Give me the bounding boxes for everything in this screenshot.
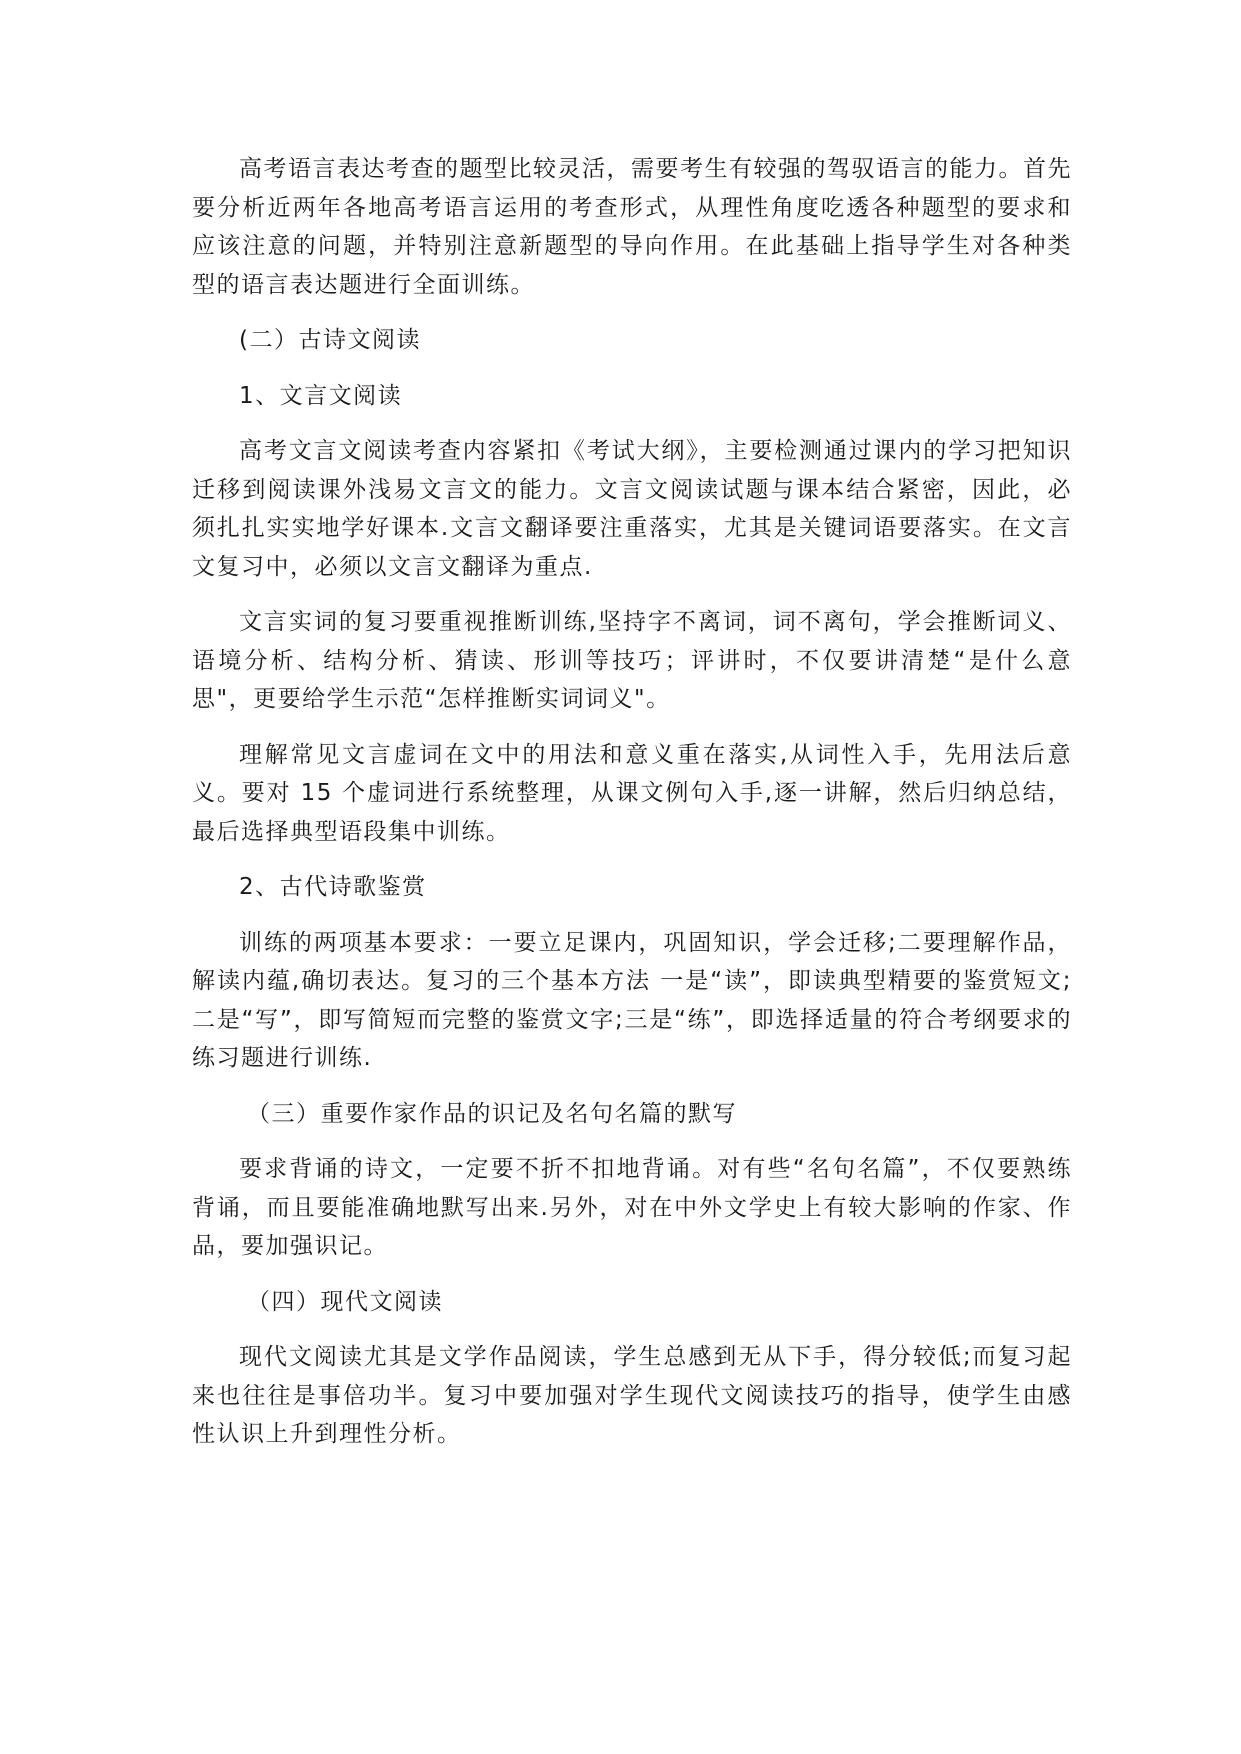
paragraph-classical-chinese-reading: 高考文言文阅读考查内容紧扣《考试大纲》，主要检测通过课内的学习把知识迁移到阅读课外浅易文言文的能力。文言文阅读试题与课本结合紧密，因此，必须扎扎实实地学好课本.文言文翻译要注重落实，尤其是关键词语要落实。在文言文复习中，必须以文言文翻译为重点. [192, 438, 1072, 580]
heading-modern-text-reading: （四）现代文阅读 [247, 1288, 443, 1315]
paragraph-language-expression: 高考语言表达考查的题型比较灵活，需要考生有较强的驾驭语言的能力。首先要分析近两年各地高考语言运用的考查形式，从理性角度吃透各种题型的要求和应该注意的问题，并特别注意新题型的导向作用。在此基础上指导学生对各种类型的语言表达题进行全面训练。 [192, 156, 1072, 298]
paragraph-function-words: 理解常见文言虚词在文中的用法和意义重在落实,从词性入手，先用法后意义。要对 15 个虚词进行系统整理，从课文例句入手,逐一讲解，然后归纳总结，最后选择典型语段集中训练。 [192, 741, 1072, 845]
heading-ancient-poetry-appreciation: 2、古代诗歌鉴赏 [239, 874, 427, 900]
heading-classical-poetry-prose: (二）古诗文阅读 [239, 327, 421, 353]
paragraph-modern-text-reading: 现代文阅读尤其是文学作品阅读，学生总感到无从下手，得分较低;而复习起来也往往是事倍功半。复习中要加强对学生现代文阅读技巧的指导，使学生由感性认识上升到理性分析。 [192, 1344, 1072, 1447]
heading-classical-chinese-reading: 1、文言文阅读 [239, 382, 403, 409]
paragraph-recitation: 要求背诵的诗文，一定要不折不扣地背诵。对有些“名句名篇”，不仅要熟练背诵，而且要能准确地默写出来.另外，对在中外文学史上有较大影响的作家、作品，要加强识记。 [192, 1156, 1072, 1259]
paragraph-poetry-training: 训练的两项基本要求：一要立足课内，巩固知识，学会迁移;二要理解作品，解读内蕴,确切表达。复习的三个基本方法 一是“读”，即读典型精要的鉴赏短文;二是“写”，即写简短而完整的鉴赏文字;三是“练”，即选择适量的符合考纲要求的练习题进行训练. [192, 929, 1072, 1071]
document-page [192, 150, 1072, 1471]
heading-famous-lines-dictation: （三）重要作家作品的识记及名句名篇的默写 [247, 1100, 737, 1127]
paragraph-content-words: 文言实词的复习要重视推断训练,坚持字不离词，词不离句，学会推断词义、语境分析、结构分析、猜读、形训等技巧；评讲时，不仅要讲清楚“是什么意思"，更要给学生示范“怎样推断实词词义"。 [192, 609, 1072, 712]
